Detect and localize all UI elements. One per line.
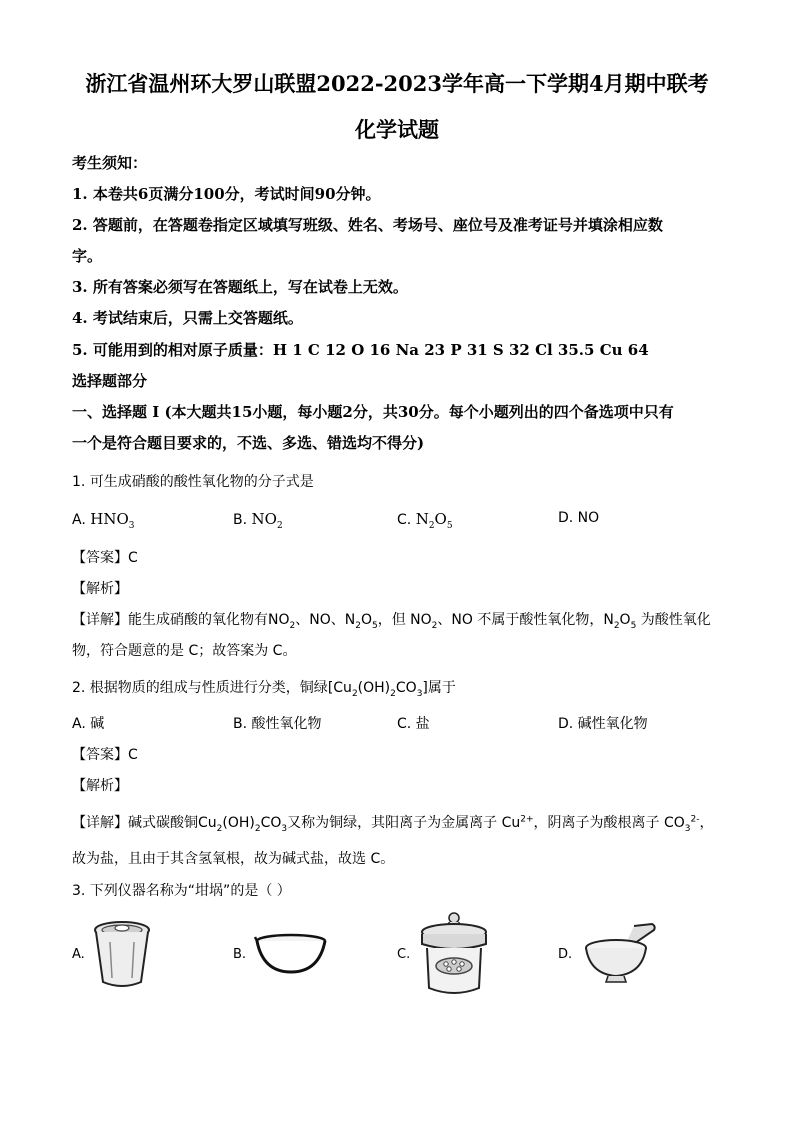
section-part: 选择题部分 [72, 372, 148, 390]
option-d: D. 碱性氧化物 [558, 716, 648, 732]
notice-item: 字。 [72, 247, 103, 265]
detail: 物，符合题意的是 C；故答案为 C。 [72, 643, 297, 659]
mortar-pestle-image [582, 922, 660, 984]
notice-item: 3. 所有答案必须写在答题纸上，写在试卷上无效。 [72, 278, 408, 296]
option-d: D. [558, 947, 573, 962]
question-stem: 3. 下列仪器名称为“坩埚”的是（ ） [72, 883, 291, 899]
notice-item: 5. 可能用到的相对原子质量：H 1 C 12 O 16 Na 23 P 31 S 32 Cl 35.5 Cu 64 [72, 341, 649, 359]
detail: 【详解】能生成硝酸的氧化物有$NO_2$、NO、$N_2O_5$，但 $NO_2$、NO 不属于酸性氧化物，$N_2O_5$ 为酸性氧化 [72, 612, 711, 631]
option-c: C. 盐 [397, 716, 430, 732]
option-c: C. $N_2O_5$ [397, 510, 453, 531]
notice-item: 2. 答题前，在答题卷指定区域填写班级、姓名、考场号、座位号及准考证号并填涂相应数 [72, 216, 663, 234]
evaporating-dish-image [253, 932, 329, 976]
detail: 故为盐，且由于其含氢氧根，故为碱式盐，故选 C。 [72, 851, 395, 867]
option-c: C. [397, 947, 411, 962]
option-b: B. [233, 947, 247, 962]
option-a: A. [72, 947, 85, 962]
option-d: D. NO [558, 510, 600, 526]
question-stem: 2. 根据物质的组成与性质进行分类，铜绿$[Cu_2(OH)_2CO_3]$属于 [72, 680, 456, 699]
answer: 【答案】C [72, 550, 138, 566]
detail: 【详解】碱式碳酸铜$Cu_2(OH)_2CO_3$又称为铜绿，其阳离子为金属离子 $Cu^{2+}$，阴离子为酸根离子 $CO_3^{2-}$， [72, 814, 714, 834]
notice-item: 4. 考试结束后，只需上交答题纸。 [72, 309, 303, 327]
option-a: A. 碱 [72, 716, 105, 732]
answer: 【答案】C [72, 747, 138, 763]
option-a: A. $HNO_3$ [72, 510, 135, 531]
question-stem: 1. 可生成硝酸的酸性氧化物的分子式是 [72, 474, 314, 490]
section-heading: 一个是符合题目要求的，不选、多选、错选均不得分) [72, 434, 425, 452]
dish-apparatus-image [415, 910, 493, 998]
crucible-image [90, 918, 154, 990]
page-title: 浙江省温州环大罗山联盟2022-2023学年高一下学期4月期中联考 [85, 71, 709, 96]
option-b: B. $NO_2$ [233, 510, 283, 531]
analysis-label: 【解析】 [72, 581, 128, 597]
notice-item: 1. 本卷共6页满分100分，考试时间90分钟。 [72, 185, 381, 203]
option-b: B. 酸性氧化物 [233, 716, 322, 732]
notice-heading: 考生须知： [72, 154, 148, 172]
page-subtitle: 化学试题 [355, 117, 439, 142]
analysis-label: 【解析】 [72, 778, 128, 794]
section-heading: 一、选择题 I (本大题共15小题，每小题2分，共30分。每个小题列出的四个备选项中只有 [72, 403, 674, 421]
